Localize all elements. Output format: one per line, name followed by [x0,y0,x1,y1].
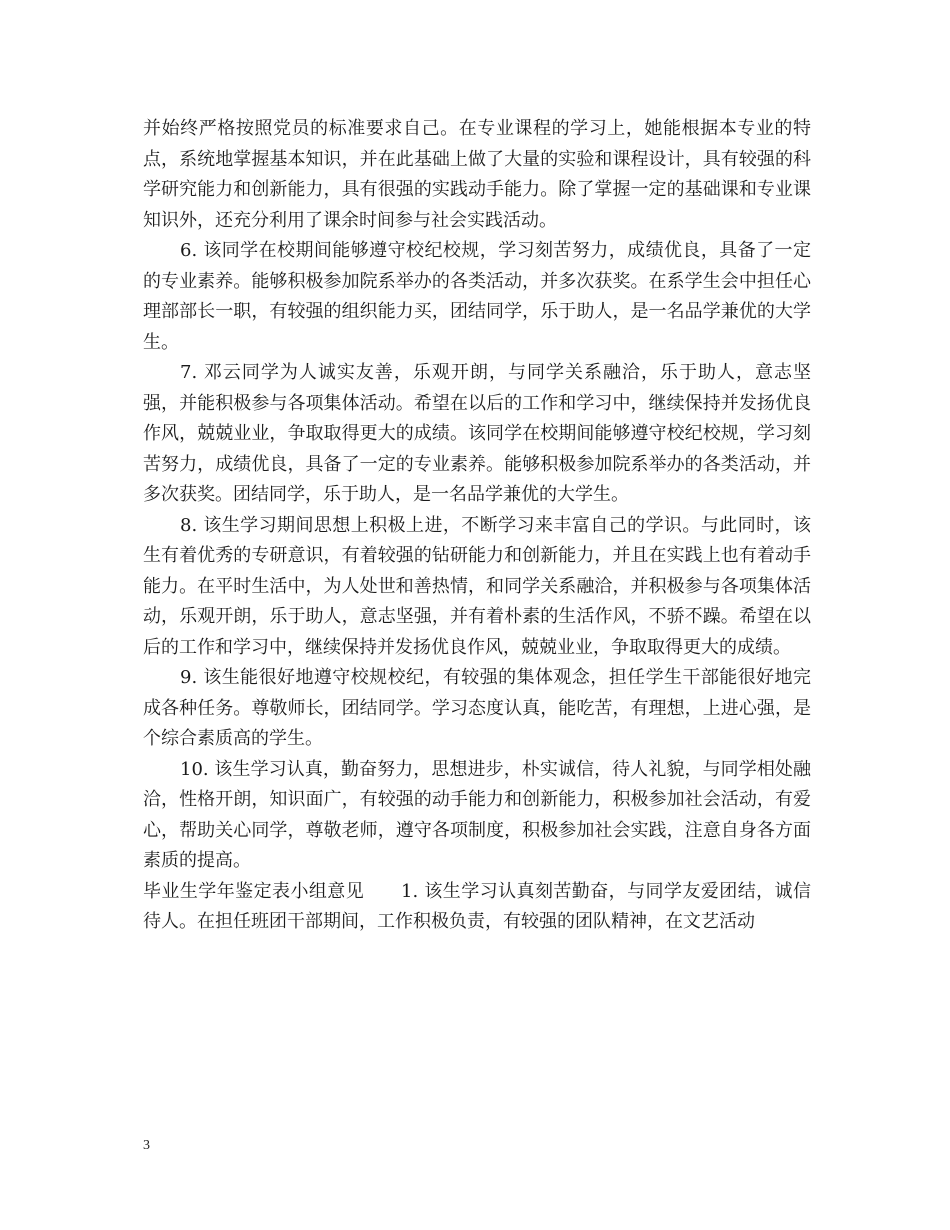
paragraph-continuation: 并始终严格按照党员的标准要求自己。在专业课程的学习上，她能根据本专业的特点，系统地掌握基本知识，并在此基础上做了大量的实验和课程设计，具有较强的科学研究能力和创新能力，具有很强的实践动手能力。除了掌握一定的基础课和专业课知识外，还充分利用了课余时间参与社会实践活动。 [143,118,811,231]
paragraph-item-7: 7. 邓云同学为人诚实友善，乐观开朗，与同学关系融洽，乐于助人，意志坚强，并能积极参与各项集体活动。希望在以后的工作和学习中，继续保持并发扬优良作风，兢兢业业，争取取得更大的成绩。该同学在校期间能够遵守校纪校规，学习刻苦努力，成绩优良，具备了一定的专业素养。能够积极参加院系举办的各类活动，并多次获奖。团结同学，乐于助人，是一名品学兼优的大学生。 [143,362,811,505]
paragraph-item-9: 9. 该生能很好地遵守校规校纪，有较强的集体观念，担任学生干部能很好地完成各种任务。尊敬师长，团结同学。学习态度认真，能吃苦，有理想，上进心强，是个综合素质高的学生。 [143,667,811,749]
page-number: 3 [143,1138,150,1153]
paragraph-group-opinion: 毕业生学年鉴定表小组意见 1. 该生学习认真刻苦勤奋，与同学友爱团结，诚信待人。在担任班团干部期间，工作积极负责，有较强的团队精神，在文艺活动 [143,880,811,932]
document-body [143,114,811,938]
paragraph-item-10: 10. 该生学习认真，勤奋努力，思想进步，朴实诚信，待人礼貌，与同学相处融洽，性格开朗，知识面广，有较强的动手能力和创新能力，积极参加社会活动，有爱心，帮助关心同学，尊敬老师，遵守各项制度，积极参加社会实践，注意自身各方面素质的提高。 [143,758,811,871]
paragraph-item-6: 6. 该同学在校期间能够遵守校纪校规，学习刻苦努力，成绩优良，具备了一定的专业素养。能够积极参加院系举办的各类活动，并多次获奖。在系学生会中担任心理部部长一职，有较强的组织能力买，团结同学，乐于助人，是一名品学兼优的大学生。 [143,240,811,353]
paragraph-item-8: 8. 该生学习期间思想上积极上进，不断学习来丰富自己的学识。与此同时，该生有着优秀的专研意识，有着较强的钻研能力和创新能力，并且在实践上也有着动手能力。在平时生活中，为人处世和善热情，和同学关系融洽，并积极参与各项集体活动，乐观开朗，乐于助人，意志坚强，并有着朴素的生活作风，不骄不躁。希望在以后的工作和学习中，继续保持并发扬优良作风，兢兢业业，争取取得更大的成绩。 [143,514,811,658]
